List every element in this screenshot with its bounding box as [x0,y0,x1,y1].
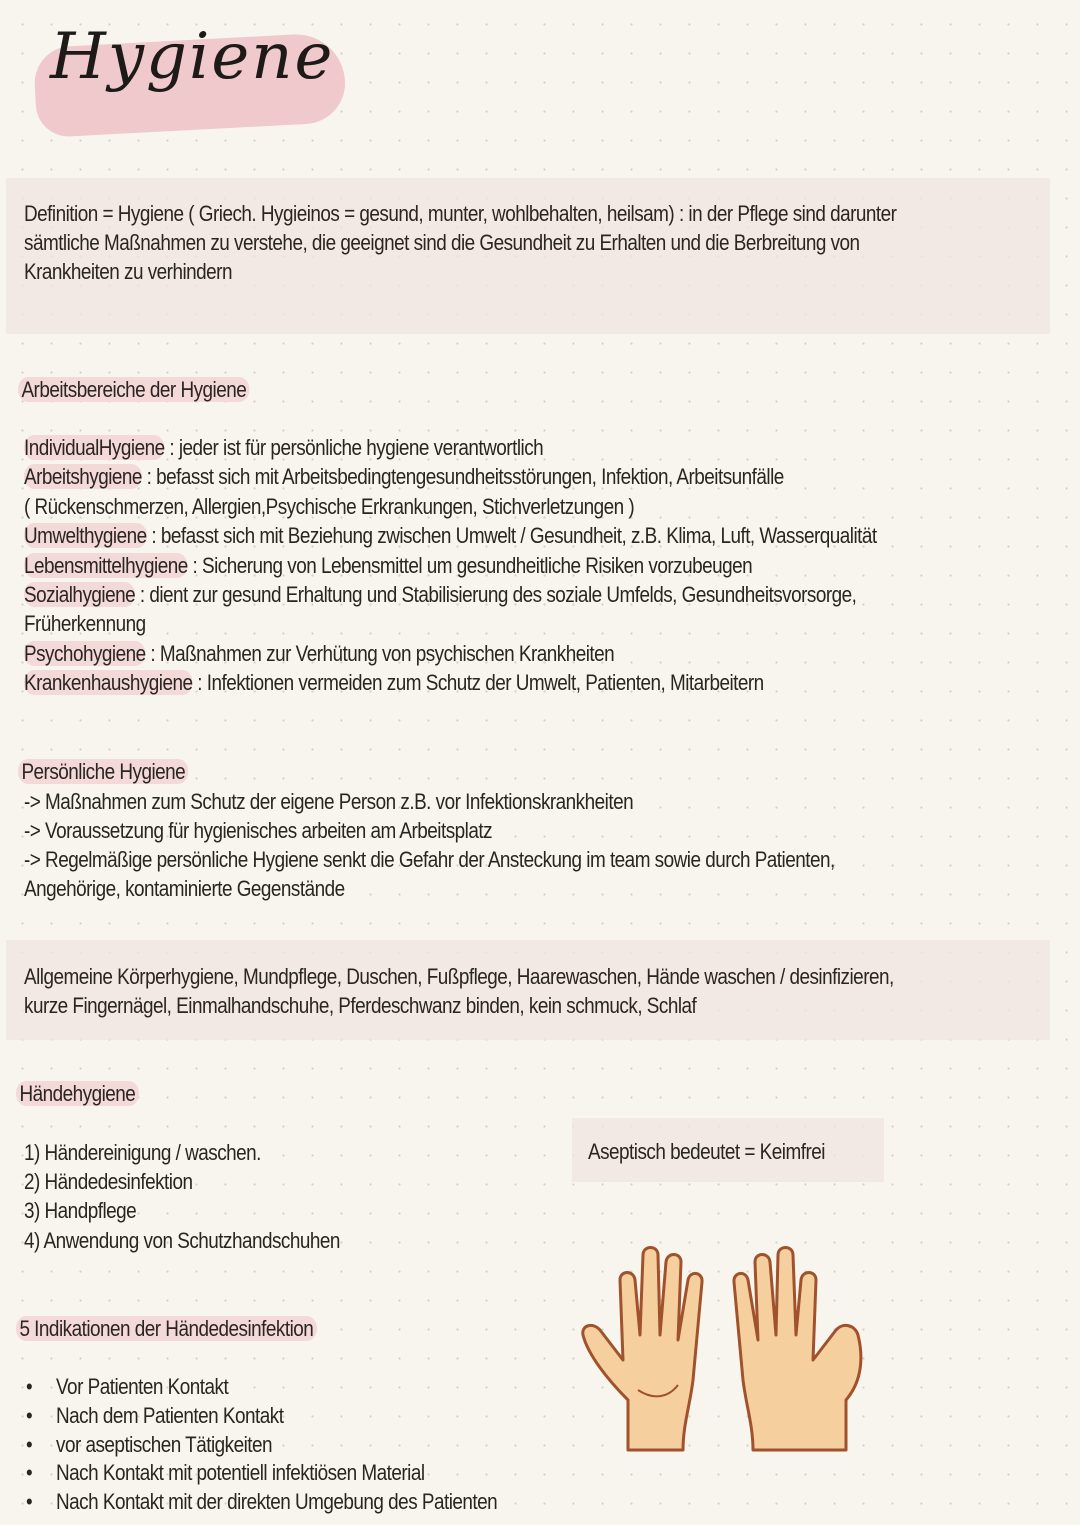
aseptisch-note: Aseptisch bedeutet = Keimfrei [588,1139,825,1164]
hands-illustration [578,1240,898,1455]
arbeitsbereich-term: Krankenhaushygiene [24,670,193,696]
allgemein-line: kurze Fingernägel, Einmalhandschuhe, Pferdeschwanz binden, kein schmuck, Schlaf [24,993,697,1018]
arbeitsbereich-item [24,580,856,610]
persoenlich-line: -> Voraussetzung für hygienisches arbeiten am Arbeitsplatz [24,818,493,843]
arbeitsbereich-item [24,551,752,581]
bullet-icon: • [26,1374,33,1399]
arbeitsbereich-text: : befasst sich mit Arbeitsbedingtengesundheitsstörungen, Infektion, Arbeitsunfälle [141,464,784,490]
haende-step: 3) Handpflege [24,1198,137,1223]
arbeitsbereich-item [24,433,543,463]
indikation-item: Vor Patienten Kontakt [56,1374,229,1399]
arbeitsbereich-text: : dient zur gesund Erhaltung und Stabilisierung des soziale Umfelds, Gesundheitsvorsorge, [135,582,857,607]
indikation-item: Nach Kontakt mit der direkten Umgebung des Patienten [56,1489,498,1515]
arbeitsbereich-text: ( Rückenschmerzen, Allergien,Psychische Erkrankungen, Stichverletzungen ) [24,493,635,519]
arbeitsbereich-item [24,668,764,698]
section-heading: Persönliche Hygiene [18,759,189,784]
arbeitsbereich-term: Lebensmittelhygiene [24,552,188,578]
page-title: Hygiene [50,20,335,94]
arbeitsbereich-item [24,521,877,551]
definition-line: Definition = Hygiene ( Griech. Hygieinos = gesund, munter, wohlbehalten, heilsam) : in der Pflege sind darunter [24,201,897,226]
arbeitsbereich-text: : befasst sich mit Beziehung zwischen Umwelt / Gesundheit, z.B. Klima, Luft, Wasserqualität [146,523,877,549]
arbeitsbereich-item [24,462,784,492]
definition-line: Krankheiten zu verhindern [24,259,232,284]
haende-step: 1) Händereinigung / waschen. [24,1140,261,1165]
arbeitsbereich-text: : jeder ist für persönliche hygiene verantwortlich [164,435,544,460]
section-heading: Händehygiene [16,1081,139,1106]
bullet-icon: • [26,1460,33,1486]
left-hand-icon [583,1248,702,1451]
bullet-icon: • [26,1489,33,1515]
persoenlich-line: -> Maßnahmen zum Schutz der eigene Person z.B. vor Infektionskrankheiten [24,789,634,814]
persoenlich-line: Angehörige, kontaminierte Gegenstände [24,876,345,901]
arbeitsbereich-term: Arbeitshygiene [24,464,142,490]
section-heading: 5 Indikationen der Händedesinfektion [16,1316,317,1341]
arbeitsbereich-text: : Sicherung von Lebensmittel um gesundheitliche Risiken vorzubeugen [187,552,753,578]
arbeitsbereich-text: : Infektionen vermeiden zum Schutz der Umwelt, Patienten, Mitarbeitern [192,670,764,696]
arbeitsbereich-term: IndividualHygiene [24,435,165,460]
indikation-item: Nach Kontakt mit potentiell infektiösen Material [56,1460,425,1486]
definition-line: sämtliche Maßnahmen zu verstehe, die geeignet sind die Gesundheit zu Erhalten und die Berbreitung von [24,230,860,255]
persoenlich-line: -> Regelmäßige persönliche Hygiene senkt die Gefahr der Ansteckung im team sowie durch Patienten, [24,847,835,872]
right-hand-icon [734,1248,861,1451]
allgemein-line: Allgemeine Körperhygiene, Mundpflege, Duschen, Fußpflege, Haarewaschen, Hände waschen / desinfizieren, [24,964,894,989]
arbeitsbereich-item [24,639,614,669]
arbeitsbereich-term: Sozialhygiene [24,582,136,607]
section-heading: Arbeitsbereiche der Hygiene [18,377,250,402]
arbeitsbereich-term: Psychohygiene [24,640,146,666]
bullet-icon: • [26,1431,33,1457]
indikation-item: Nach dem Patienten Kontakt [56,1402,284,1428]
haende-step: 4) Anwendung von Schutzhandschuhen [24,1228,340,1253]
arbeitsbereich-term: Umwelthygiene [24,523,147,549]
arbeitsbereich-text: Früherkennung [24,611,146,637]
haende-step: 2) Händedesinfektion [24,1169,193,1194]
arbeitsbereich-item [24,609,146,639]
arbeitsbereich-item [24,492,634,522]
bullet-icon: • [26,1402,33,1428]
arbeitsbereich-text: : Maßnahmen zur Verhütung von psychischen Krankheiten [145,640,615,666]
indikation-item: vor aseptischen Tätigkeiten [56,1431,273,1457]
